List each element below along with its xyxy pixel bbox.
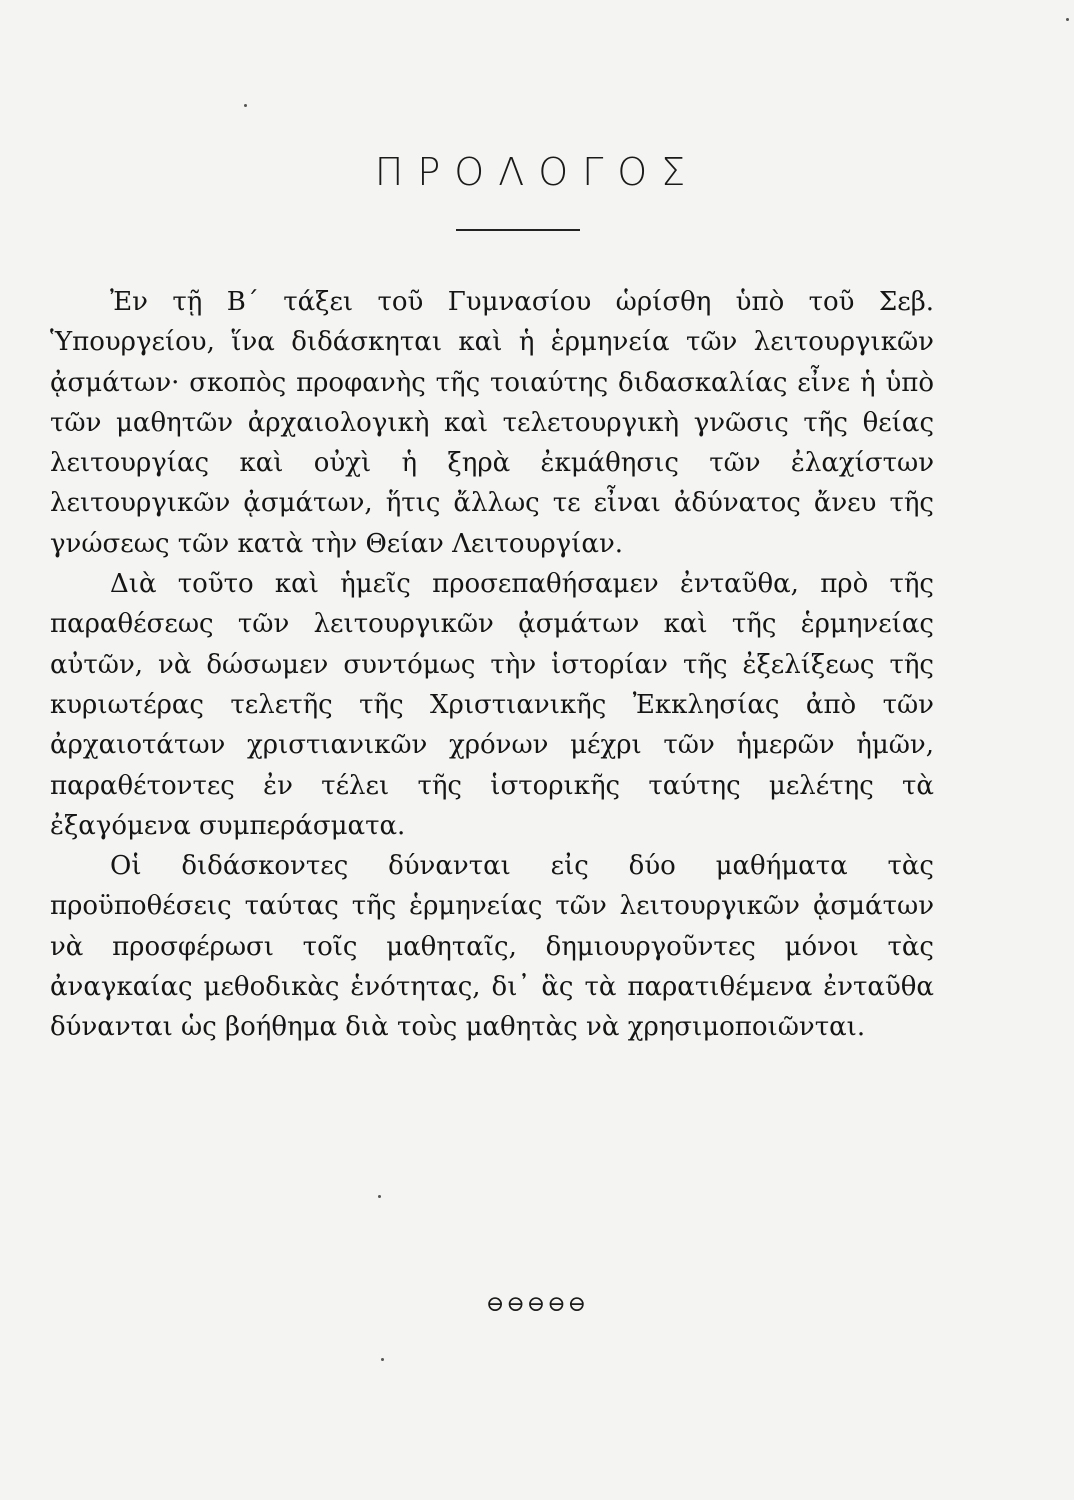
paper-speck [1066, 18, 1069, 21]
end-ornament: ⊖⊖⊖⊖⊖ [485, 1292, 589, 1317]
paper-speck [381, 1358, 384, 1361]
paragraph-3: Οἱ διδάσκοντες δύνανται εἰς δύο μαθήματα τὰς προϋποθέσεις ταύτας τῆς ἑρμηνείας τῶν λειτουργικῶν ᾀσμάτων νὰ προσφέρωσι τοῖς μαθηταῖς, δημιουργοῦντες μόνοι τὰς ἀναγκαίας μεθοδικὰς ἑνότητας, δι᾿ ἃς τὰ παρατιθέμενα ἐνταῦθα δύνανται ὡς βοήθημα διὰ τοὺς μαθητὰς νὰ χρησιμοποιῶνται. [50, 851, 934, 1043]
paper-speck [244, 104, 247, 107]
page-title: ΠΡΟΛΟΓΟΣ [374, 150, 700, 194]
preface-body [50, 282, 934, 1048]
paragraph-1: Ἐν τῇ Β΄ τάξει τοῦ Γυμνασίου ὡρίσθη ὑπὸ τοῦ Σεβ. Ὑπουργείου, ἵνα διδάσκηται καὶ ἡ ἑρμηνεία τῶν λειτουργικῶν ᾀσμάτων· σκοπὸς προφανὴς τῆς τοιαύτης διδασκαλίας εἶνε ἡ ὑπὸ τῶν μαθητῶν ἀρχαιολογικὴ καὶ τελετουργικὴ γνῶσις τῆς θείας λειτουργίας καὶ οὐχὶ ἡ ξηρὰ ἐκμάθησις τῶν ἐλαχίστων λειτουργικῶν ᾀσμάτων, ἥτις ἄλλως τε εἶναι ἀδύνατος ἄνευ τῆς γνώσεως τῶν κατὰ τὴν Θείαν Λειτουργίαν. [50, 287, 934, 559]
title-divider [456, 229, 580, 231]
paper-speck [378, 1195, 381, 1198]
paragraph-2: Διὰ τοῦτο καὶ ἡμεῖς προσεπαθήσαμεν ἐνταῦθα, πρὸ τῆς παραθέσεως τῶν λειτουργικῶν ᾀσμάτων καὶ τῆς ἑρμηνείας αὐτῶν, νὰ δώσωμεν συντόμως τὴν ἱστορίαν τῆς ἐξελίξεως τῆς κυριωτέρας τελετῆς τῆς Χριστιανικῆς Ἐκκλησίας ἀπὸ τῶν ἀρχαιοτάτων χριστιανικῶν χρόνων μέχρι τῶν ἡμερῶν ἡμῶν, παραθέτοντες ἐν τέλει τῆς ἱστορικῆς ταύτης μελέτης τὰ ἐξαγόμενα συμπεράσματα. [50, 569, 934, 841]
